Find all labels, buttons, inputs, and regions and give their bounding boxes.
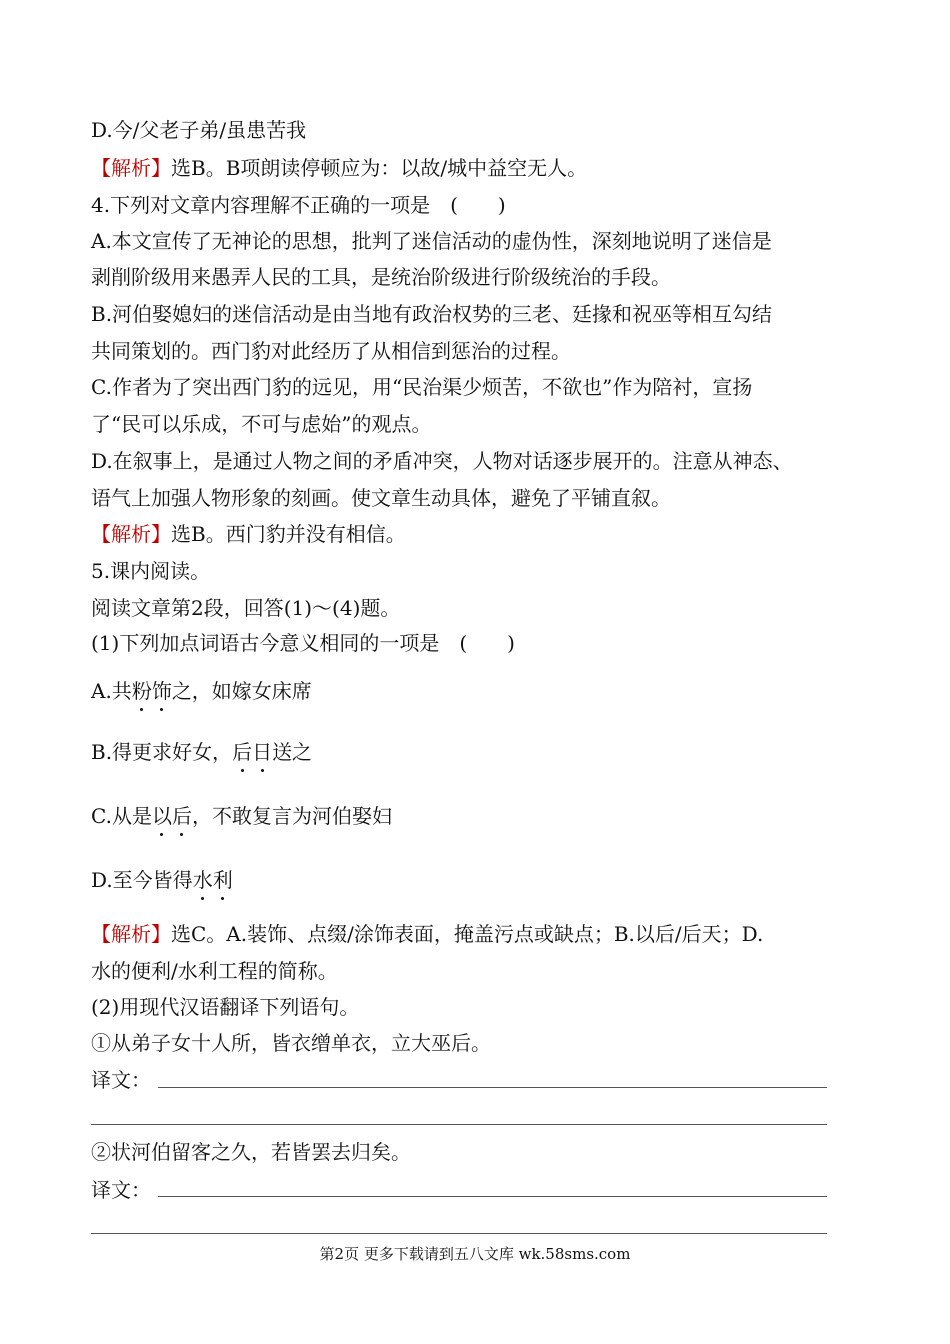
option-text: A.共 — [91, 679, 132, 703]
emphasis-char: 饰 — [151, 679, 172, 703]
q4-option-a-line1: A.本文宣传了无神论的思想，批判了迷信活动的虚伪性，深刻地说明了迷信是 — [91, 229, 772, 253]
q4-option-a-line2: 剥削阶级用来愚弄人民的工具，是统治阶级进行阶级统治的手段。 — [91, 265, 671, 289]
q5-1-option-d — [91, 866, 233, 894]
emphasis-char: 日 — [252, 740, 273, 764]
emphasis-char: 水 — [192, 868, 213, 892]
q5-2-sentence-1: ①从弟子女十人所，皆衣缯单衣，立大巫后。 — [91, 1031, 491, 1055]
option-text: ，不敢复言为河伯娶妇 — [191, 804, 392, 828]
q3-analysis — [91, 154, 587, 182]
q4-analysis — [91, 520, 406, 548]
q4-option-b-line2: 共同策划的。西门豹对此经历了从相信到惩治的过程。 — [91, 339, 571, 363]
q4-option-d-line2: 语气上加强人物形象的刻画。使文章生动具体，避免了平铺直叙。 — [91, 486, 671, 510]
q4-option-d-line1: D.在叙事上，是通过人物之间的矛盾冲突，人物对话逐步展开的。注意从神态、 — [91, 449, 793, 473]
answer-line[interactable] — [91, 1233, 827, 1234]
analysis-label: 【解析】 — [91, 156, 171, 180]
q5-2-stem: (2)用现代汉语翻译下列语句。 — [91, 995, 360, 1019]
answer-line[interactable] — [91, 1124, 827, 1125]
emphasis-char: 后 — [171, 804, 192, 828]
analysis-label: 【解析】 — [91, 522, 171, 546]
q5-2-sentence-2: ②状河伯留客之久，若皆罢去归矣。 — [91, 1140, 411, 1164]
translation-label-2: 译文： — [91, 1178, 151, 1202]
q3-option-d: D.今/父老子弟/虽患苦我 — [91, 118, 307, 142]
emphasis-char: 粉 — [131, 679, 152, 703]
q4-option-c-line2: 了“民可以乐成，不可与虑始”的观点。 — [91, 412, 432, 436]
q5-1-analysis-line2: 水的便利/水利工程的简称。 — [91, 959, 338, 983]
q5-intro: 阅读文章第2段，回答(1)～(4)题。 — [91, 596, 401, 620]
q4-option-c-line1: C.作者为了突出西门豹的远见，用“民治渠少烦苦，不欲也”作为陪衬，宣扬 — [91, 375, 753, 399]
analysis-label: 【解析】 — [91, 922, 171, 946]
q5-1-option-b — [91, 738, 312, 766]
option-text: B.得更求好女， — [91, 740, 233, 764]
translation-label-1: 译文： — [91, 1068, 151, 1092]
answer-line[interactable] — [158, 1196, 827, 1197]
q5-title: 5.课内阅读。 — [91, 559, 211, 583]
option-text: D.至今皆得 — [91, 868, 193, 892]
option-text: 送之 — [272, 740, 313, 764]
emphasis-char: 后 — [232, 740, 253, 764]
q5-1-stem: (1)下列加点词语古今意义相同的一项是 ( ) — [91, 631, 515, 655]
q5-1-option-c — [91, 802, 392, 830]
emphasis-char: 以 — [151, 804, 172, 828]
analysis-text: 选B。西门豹并没有相信。 — [171, 522, 406, 546]
answer-line[interactable] — [158, 1087, 827, 1088]
q5-1-analysis-line1 — [91, 920, 763, 948]
q5-1-option-a — [91, 677, 312, 705]
q4-stem: 4.下列对文章内容理解不正确的一项是 ( ) — [91, 193, 506, 217]
analysis-text: 选B。B项朗读停顿应为：以故/城中益空无人。 — [171, 156, 588, 180]
q4-option-b-line1: B.河伯娶媳妇的迷信活动是由当地有政治权势的三老、廷掾和祝巫等相互勾结 — [91, 302, 773, 326]
emphasis-char: 利 — [212, 868, 233, 892]
option-text: 之，如嫁女床席 — [171, 679, 312, 703]
page-footer: 第2页 更多下载请到五八文库 wk.58sms.com — [319, 1245, 631, 1263]
analysis-text: 选C。A.装饰、点缀/涂饰表面，掩盖污点或缺点；B.以后/后天；D. — [171, 922, 764, 946]
option-text: C.从是 — [91, 804, 152, 828]
